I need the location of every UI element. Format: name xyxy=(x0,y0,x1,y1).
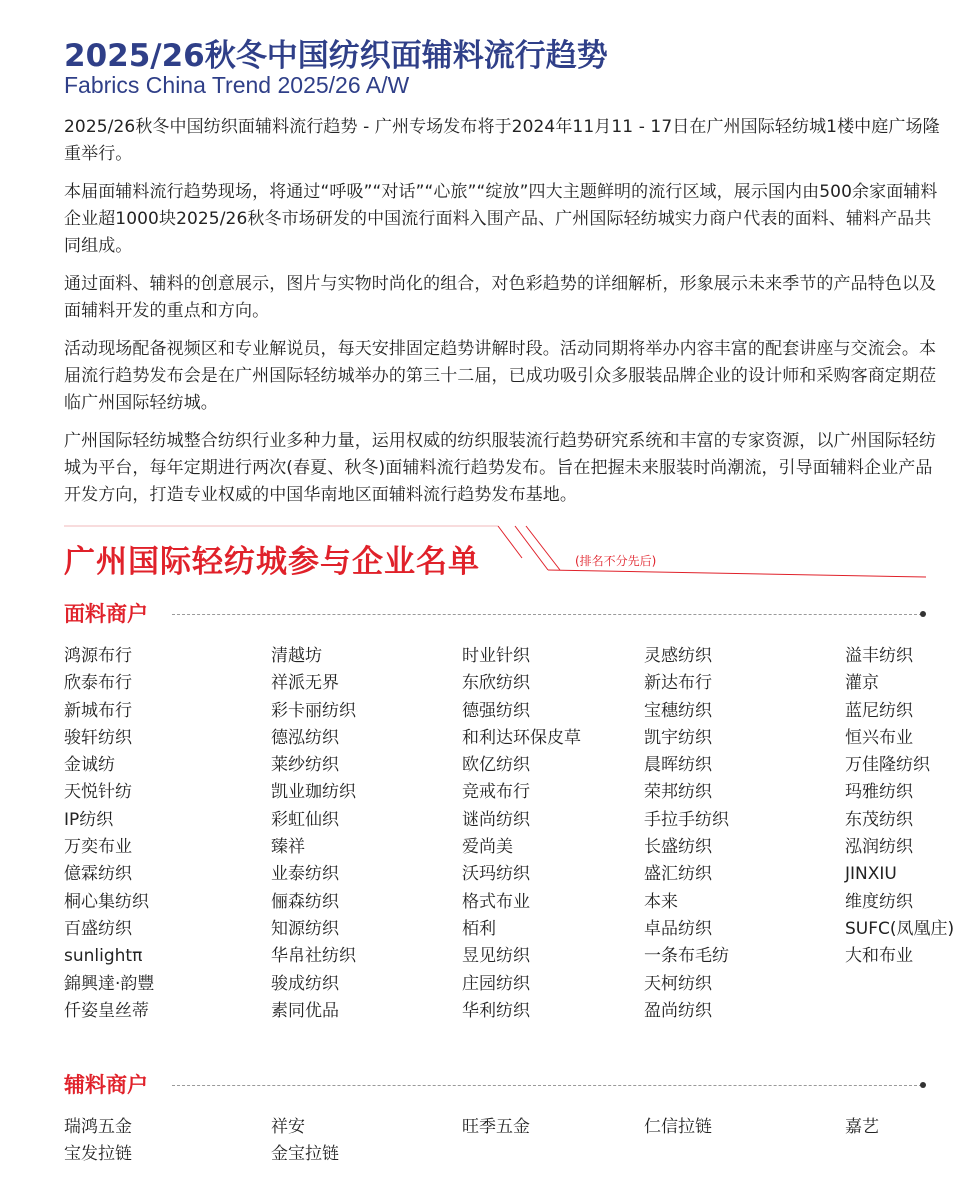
fabric-section xyxy=(64,600,955,1025)
merchant-name: 盈尚纺织 xyxy=(644,1000,712,1021)
merchant-column xyxy=(644,1114,845,1169)
merchant-name: 瑞鸿五金 xyxy=(64,1117,132,1137)
exhibitor-list-header xyxy=(60,520,940,586)
merchant-name: 昱见纺织 xyxy=(462,946,530,967)
merchant-column xyxy=(64,643,271,1025)
merchant-name: 凯宇纺织 xyxy=(644,727,712,748)
merchant-name: 格式布业 xyxy=(462,891,530,912)
merchant-name: 华利纺织 xyxy=(462,1000,530,1021)
merchant-name: 百盛纺织 xyxy=(64,918,132,939)
merchant-name: 蓝尼纺织 xyxy=(845,700,913,721)
merchant-name: 灌京 xyxy=(845,673,879,694)
merchant-name: 德泓纺织 xyxy=(271,727,339,748)
merchant-column xyxy=(845,1114,944,1169)
merchant-column xyxy=(462,1114,644,1169)
merchant-name: 俪森纺织 xyxy=(271,891,339,912)
merchant-name: 凯业珈纺织 xyxy=(271,782,356,803)
merchant-name: 万奕布业 xyxy=(64,837,132,858)
merchant-name: 骏成纺织 xyxy=(271,973,339,994)
section-header xyxy=(64,1071,944,1101)
merchant-name: 华帛社纺织 xyxy=(271,946,356,967)
accessory-section xyxy=(64,1071,944,1169)
accessory-merchant-grid xyxy=(64,1114,944,1169)
merchant-name: 灵感纺织 xyxy=(644,646,712,666)
merchant-name: 金宝拉链 xyxy=(271,1144,339,1165)
merchant-name: 长盛纺织 xyxy=(644,837,712,858)
merchant-column xyxy=(64,1114,271,1169)
merchant-name: 新达布行 xyxy=(644,673,712,694)
merchant-name: 骏轩纺织 xyxy=(64,727,132,748)
merchant-name: 沃玛纺织 xyxy=(462,864,530,885)
page-subtitle: Fabrics China Trend 2025/26 A/W xyxy=(64,72,410,98)
merchant-name: 錦興達·韵豐 xyxy=(64,973,155,994)
merchant-name: 时业针织 xyxy=(462,646,530,666)
merchant-column xyxy=(271,1114,462,1169)
merchant-name: 大和布业 xyxy=(845,946,913,967)
merchant-name: 栢利 xyxy=(462,918,496,939)
merchant-name: 金诚纺 xyxy=(64,755,115,776)
merchant-column xyxy=(271,643,462,1025)
merchant-name: 鸿源布行 xyxy=(64,646,132,666)
merchant-name: 一条布毛纺 xyxy=(644,946,729,967)
merchant-name: 宝穗纺织 xyxy=(644,700,712,721)
merchant-name: 业泰纺织 xyxy=(271,864,339,885)
dotted-divider xyxy=(172,614,922,615)
merchant-name: 欣泰布行 xyxy=(64,673,132,694)
merchant-name: 臻祥 xyxy=(271,837,305,858)
merchant-column xyxy=(644,643,845,1025)
merchant-column xyxy=(462,643,644,1025)
merchant-name: 天柯纺织 xyxy=(644,973,712,994)
merchant-name: 维度纺织 xyxy=(845,891,913,912)
merchant-name: 荣邦纺织 xyxy=(644,782,712,803)
merchant-name: 祥派无界 xyxy=(271,673,339,694)
merchant-name: 桐心集纺织 xyxy=(64,891,149,912)
fabric-merchant-grid xyxy=(64,643,955,1025)
merchant-name: 恒兴布业 xyxy=(845,727,913,748)
dotted-divider xyxy=(172,1085,922,1086)
merchant-name: 宝发拉链 xyxy=(64,1144,132,1165)
merchant-name: 手拉手纺织 xyxy=(644,809,729,830)
paragraph: 活动现场配备视频区和专业解说员，每天安排固定趋势讲解时段。活动同期将举办内容丰富的配套讲座与交流会。本届流行趋势发布会是在广州国际轻纺城举办的第三十二届，已成功吸引众多服装品牌企业的设计师和采购客商定期莅临广州国际轻纺城。 xyxy=(64,339,937,413)
dot-marker xyxy=(920,611,926,617)
merchant-name: JINXIU xyxy=(845,864,897,885)
merchant-name: 彩卡丽纺织 xyxy=(271,700,356,721)
paragraph: 本届面辅料流行趋势现场，将通过“呼吸”“对话”“心旅”“绽放”四大主题鲜明的流行区域，展示国内由500余家面辅料企业超1000块2025/26秋冬市场研发的中国流行面料入围产品、广州国际轻纺城实力商户代表的面料、辅料产品共同组成。 xyxy=(64,182,938,256)
merchant-name: 知源纺织 xyxy=(271,918,339,939)
merchant-name: 新城布行 xyxy=(64,700,132,721)
merchant-name: 仟姿皇丝蒂 xyxy=(64,1000,149,1021)
dot-marker xyxy=(920,1082,926,1088)
merchant-name: 天悦针纺 xyxy=(64,782,132,803)
merchant-column xyxy=(845,643,955,1025)
merchant-name: 竞戒布行 xyxy=(462,782,530,803)
section-title: 辅料商户 xyxy=(64,1071,156,1099)
section-header xyxy=(64,600,944,630)
page-title: 2025/26秋冬中国纺织面辅料流行趋势 xyxy=(64,38,608,74)
merchant-name: 莱纱纺织 xyxy=(271,755,339,776)
merchant-name: 卓品纺织 xyxy=(644,918,712,939)
merchant-name: 玛雅纺织 xyxy=(845,782,913,803)
merchant-name: 素同优品 xyxy=(271,1000,339,1021)
merchant-name: sunlightπ xyxy=(64,946,143,967)
paragraph: 2025/26秋冬中国纺织面辅料流行趋势 - 广州专场发布将于2024年11月11 - 17日在广州国际轻纺城1楼中庭广场隆重举行。 xyxy=(64,117,940,164)
merchant-name: 仁信拉链 xyxy=(644,1117,712,1137)
paragraph: 通过面料、辅料的创意展示，图片与实物时尚化的组合，对色彩趋势的详细解析，形象展示未来季节的产品特色以及面辅料开发的重点和方向。 xyxy=(64,274,937,321)
merchant-name: 祥安 xyxy=(271,1117,305,1137)
merchant-name: 万佳隆纺织 xyxy=(845,755,930,776)
merchant-name: 泓润纺织 xyxy=(845,837,913,858)
merchant-name: 嘉艺 xyxy=(845,1117,879,1137)
merchant-name: 爱尚美 xyxy=(462,837,513,858)
merchant-name: 谜尚纺织 xyxy=(462,809,530,830)
merchant-name: 东茂纺织 xyxy=(845,809,913,830)
merchant-name: 盛汇纺织 xyxy=(644,864,712,885)
list-note: (排名不分先后) xyxy=(575,554,657,568)
merchant-name: 本来 xyxy=(644,891,678,912)
merchant-name: SUFC(凤凰庄) xyxy=(845,918,955,939)
merchant-name: IP纺织 xyxy=(64,809,114,830)
merchant-name: 旺季五金 xyxy=(462,1117,530,1137)
merchant-name: 德强纺织 xyxy=(462,700,530,721)
merchant-name: 溢丰纺织 xyxy=(845,646,913,666)
section-title: 面料商户 xyxy=(64,600,156,628)
merchant-name: 欧亿纺织 xyxy=(462,755,530,776)
merchant-name: 清越坊 xyxy=(271,646,322,666)
intro-text xyxy=(64,114,944,520)
merchant-name: 庄园纺织 xyxy=(462,973,530,994)
paragraph: 广州国际轻纺城整合纺织行业多种力量，运用权威的纺织服装流行趋势研究系统和丰富的专家资源，以广州国际轻纺城为平台，每年定期进行两次(春夏、秋冬)面辅料流行趋势发布。旨在把握未来服装时尚潮流，引导面辅料企业产品开发方向，打造专业权威的中国华南地区面辅料流行趋势发布基地。 xyxy=(64,431,937,505)
merchant-name: 东欣纺织 xyxy=(462,673,530,694)
merchant-name: 億霖纺织 xyxy=(64,864,132,885)
merchant-name: 晨晖纺织 xyxy=(644,755,712,776)
list-title: 广州国际轻纺城参与企业名单 xyxy=(64,544,480,580)
merchant-name: 和利达环保皮草 xyxy=(462,727,581,748)
merchant-name: 彩虹仙织 xyxy=(271,809,339,830)
